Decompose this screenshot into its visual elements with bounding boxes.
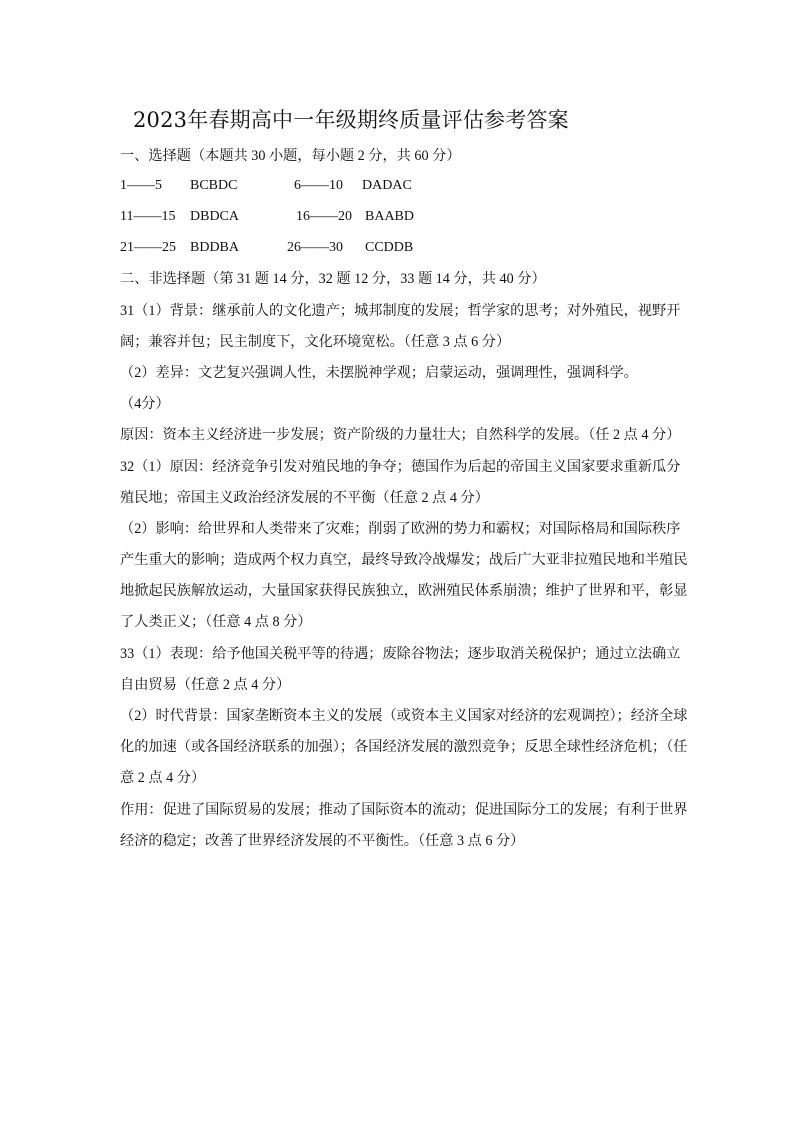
text-line: 作用：促进了国际贸易的发展；推动了国际资本的流动；促进国际分工的发展；有利于世界 [120, 802, 688, 818]
text-line: 33（1）表现：给予他国关税平等的待遇；废除谷物法；逐步取消关税保护；通过立法确立 [120, 646, 681, 662]
text-line: 32（1）原因：经济竞争引发对殖民地的争夺；德国作为后起的帝国主义国家要求重新瓜分 [120, 459, 681, 475]
text-line: 31（1）背景：继承前人的文化遗产；城邦制度的发展；哲学家的思考；对外殖民，视野开 [120, 303, 681, 319]
answer-letters: BCBDC [190, 178, 238, 193]
answer-range: 6——10 [294, 178, 343, 193]
answer-letters: CCDDB [365, 240, 414, 255]
text-line: 原因：资本主义经济进一步发展；资产阶级的力量壮大；自然科学的发展。（任 2 点 4 分） [120, 427, 681, 443]
document-title: 2023年春期高中一年级期终质量评估参考答案 [133, 108, 569, 132]
answer-range: 16——20 [296, 209, 352, 224]
text-line: （4分） [120, 396, 170, 412]
section1-heading: 一、选择题（本题共 30 小题，每小题 2 分，共 60 分） [120, 148, 461, 164]
answer-range: 26——30 [287, 240, 343, 255]
text-line: 了人类正义；（任意 4 点 8 分） [120, 614, 312, 630]
text-line: 阔；兼容并包；民主制度下，文化环境宽松。（任意 3 点 6 分） [120, 334, 511, 350]
section2-heading: 二、非选择题（第 31 题 14 分，32 题 12 分，33 题 14 分，共 40 分） [120, 271, 546, 287]
answer-range: 11——15 [120, 209, 176, 224]
text-line: （2）差异：文艺复兴强调人性，未摆脱神学观；启蒙运动，强调理性，强调科学。 [120, 365, 638, 381]
text-line: 殖民地；帝国主义政治经济发展的不平衡（任意 2 点 4 分） [120, 490, 489, 506]
text-line: （2）影响：给世界和人类带来了灾难；削弱了欧洲的势力和霸权；对国际格局和国际秩序 [120, 521, 681, 537]
answer-letters: DADAC [362, 178, 412, 193]
text-line: 产生重大的影响；造成两个权力真空，最终导致冷战爆发；战后广大亚非拉殖民地和半殖民 [120, 552, 688, 568]
answer-range: 1——5 [120, 178, 162, 193]
answer-letters: BDDBA [190, 240, 240, 255]
text-line: 化的加速（或各国经济联系的加强）；各国经济发展的激烈竞争；反思全球性经济危机；（任 [120, 739, 688, 755]
text-line: 自由贸易（任意 2 点 4 分） [120, 677, 291, 693]
text-line: 地掀起民族解放运动，大量国家获得民族独立，欧洲殖民体系崩溃；维护了世界和平，彰显 [120, 583, 688, 599]
answer-letters: DBDCA [190, 209, 240, 224]
text-line: （2）时代背景：国家垄断资本主义的发展（或资本主义国家对经济的宏观调控）；经济全球 [120, 708, 688, 724]
answer-range: 21——25 [120, 240, 176, 255]
answer-letters: BAABD [365, 209, 415, 224]
text-line: 意 2 点 4 分） [120, 770, 206, 786]
text-line: 经济的稳定；改善了世界经济发展的不平衡性。（任意 3 点 6 分） [120, 833, 525, 849]
